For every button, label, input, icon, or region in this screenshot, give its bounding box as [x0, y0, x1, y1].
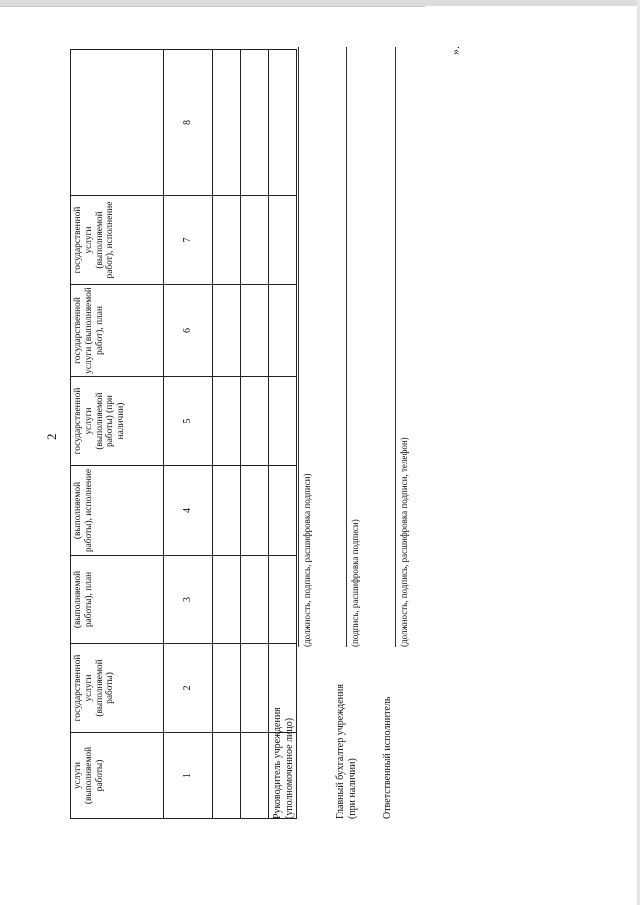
signature-caption-accountant: (подпись, расшифровка подписи)	[350, 519, 360, 647]
table-cell	[269, 196, 297, 285]
column-number: 5	[164, 377, 213, 466]
table-row	[269, 50, 297, 819]
table-row	[213, 50, 241, 819]
table-cell	[269, 466, 297, 556]
table-cell	[241, 196, 269, 285]
signature-line-accountant	[346, 47, 347, 647]
table-cell	[269, 556, 297, 644]
table-cell	[241, 50, 269, 196]
report-table	[70, 49, 297, 819]
column-number: 3	[164, 556, 213, 644]
table-cell	[241, 644, 269, 733]
column-number: 6	[164, 285, 213, 377]
header-cell: государственной услуги (выполняемой работ), исполнение	[71, 196, 164, 285]
header-cell: государственной услуги (выполняемой работ), план	[71, 285, 164, 377]
table-cell	[213, 556, 241, 644]
column-number: 8	[164, 50, 213, 196]
table-cell	[213, 377, 241, 466]
table-cell	[241, 285, 269, 377]
table-cell	[269, 285, 297, 377]
table-row	[241, 50, 269, 819]
signature-label-accountant: Главный бухгалтер учреждения (при наличии)	[335, 684, 358, 819]
table-cell	[269, 377, 297, 466]
signature-line-executor	[395, 47, 396, 647]
signature-caption-executor: (должность, подпись, расшифровка подписи, телефон)	[399, 437, 409, 647]
closing-quote-mark: ».	[448, 46, 462, 55]
signature-caption-head: (должность, подпись, расшифровка подписи)	[302, 473, 312, 647]
table-cell	[213, 644, 241, 733]
column-number: 7	[164, 196, 213, 285]
header-cell	[71, 50, 164, 196]
table-number-row	[164, 50, 213, 819]
table-cell	[241, 733, 269, 819]
table-cell	[269, 50, 297, 196]
table-cell	[241, 556, 269, 644]
table-cell	[213, 733, 241, 819]
column-number: 4	[164, 466, 213, 556]
header-cell: (выполняемой работы), план	[71, 556, 164, 644]
header-cell: государственной услуги (выполняемой работы) (при наличии)	[71, 377, 164, 466]
table-cell	[213, 196, 241, 285]
page-number: 2	[44, 433, 59, 440]
table-header-row	[71, 50, 164, 819]
signature-label-executor: Ответственный исполнитель	[382, 696, 393, 819]
table-cell	[213, 50, 241, 196]
table-cell	[213, 466, 241, 556]
header-cell: государственной услуги (выполняемой работы)	[71, 644, 164, 733]
header-cell: услуги (выполняемой работы)	[71, 733, 164, 819]
table-cell	[213, 285, 241, 377]
column-number: 2	[164, 644, 213, 733]
signature-line-head	[298, 47, 299, 647]
table-cell	[241, 377, 269, 466]
signature-label-head: Руководитель учреждения (уполномоченное лицо)	[272, 707, 295, 819]
table-cell	[241, 466, 269, 556]
column-number: 1	[164, 733, 213, 819]
header-cell: (выполняемой работы), исполнение	[71, 466, 164, 556]
